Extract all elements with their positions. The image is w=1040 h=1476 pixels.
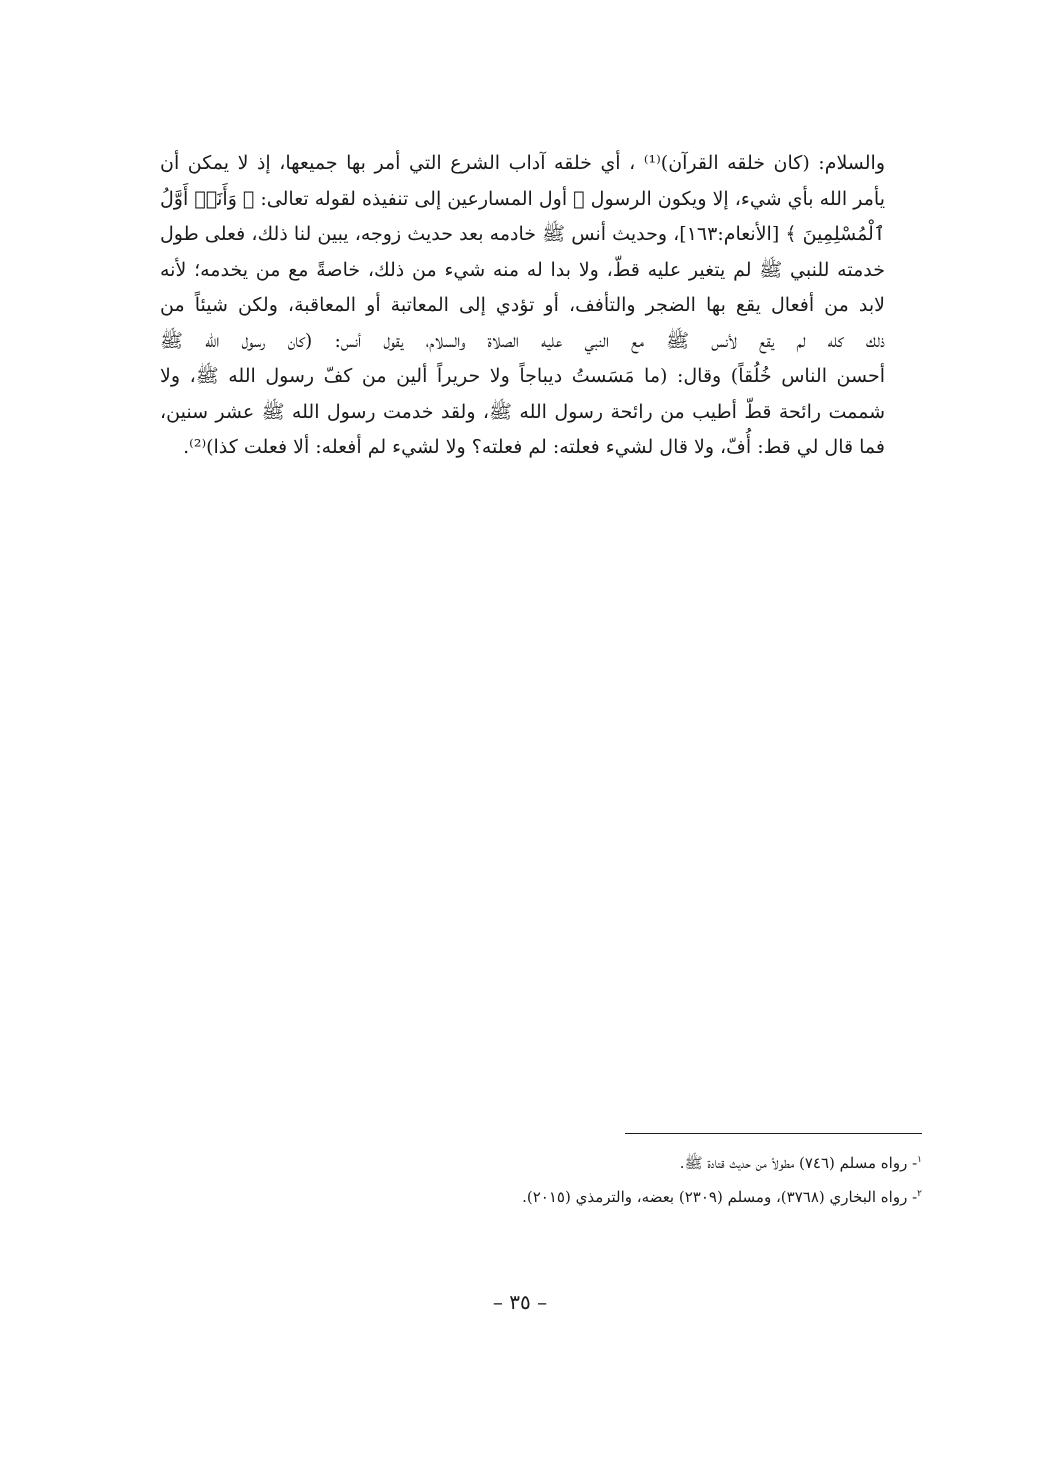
- paragraph-line-3: ٱلْمُسْلِمِينَ ﴾ [الأنعام:١٦٣]، وحديث أنس ﷺ خادمه بعد حديث زوجه، يبين لنا ذلك، فعلى طول: [160, 223, 885, 245]
- paragraph-line-9: فما قال لي قط: أُفّ، ولا قال لشيء فعلته: لم فعلته؟ ولا لشيء لم أفعله: ألا فعلت كذا)⁽²⁾.: [183, 436, 885, 458]
- paragraph-line-4: خدمته للنبي ﷺ لم يتغير عليه قطّ، ولا بدا له منه شيء من ذلك، خاصةً مع من يخدمه؛ لأنه: [160, 258, 885, 281]
- footnotes: [400, 1146, 922, 1214]
- footnote-1: [400, 1146, 922, 1180]
- footnote-2: [400, 1180, 922, 1214]
- paragraph-line-6: ذلك كله لم يقع لأنس ﷺ مع النبي عليه الصلاة والسلام، يقول أنس: (كان رسول الله ﷺ: [160, 329, 885, 352]
- footnote-separator: [625, 1133, 922, 1134]
- footnote-2-number: ٢: [917, 1189, 922, 1199]
- paragraph-line-8: شممت رائحة قطّ أطيب من رائحة رسول الله ﷺ، ولقد خدمت رسول الله ﷺ عشر سنين،: [160, 400, 885, 423]
- page-number: – ٣٥ –: [492, 1290, 548, 1314]
- footnote-2-text: - رواه البخاري (٣٧٦٨)، ومسلم (٢٣٠٩) بعضه، والترمذي (٢٠١٥).: [522, 1188, 918, 1206]
- paragraph-line-5: لابد من أفعال يقع بها الضجر والتأفف، أو تؤدي إلى المعاتبة أو المعاقبة، ولكن شيئاً من: [160, 294, 885, 316]
- paragraph-line-7: أحسن الناس خُلُقاً) وقال: (ما مَسَستُ ديباجاً ولا حريراً ألين من كفّ رسول الله ﷺ، ولا: [160, 365, 885, 387]
- main-paragraph: [160, 146, 885, 466]
- paragraph-line-1: والسلام: (كان خلقه القرآن)⁽¹⁾ ، أي خلقه آداب الشرع التي أمر بها جميعها، إذ لا يمكن أن: [160, 152, 885, 174]
- footnote-1-number: ١: [917, 1155, 922, 1165]
- paragraph-line-2: يأمر الله بأي شيء، إلا ويكون الرسول ﷺ أول المسارعين إلى تنفيذه لقوله تعالى: ﴿ وَأَنَا۠ أَوَّلُ: [160, 187, 885, 210]
- footnote-1-text: - رواه مسلم (٧٤٦) مطولاً من حديث قتادة ﷺ.: [679, 1154, 918, 1172]
